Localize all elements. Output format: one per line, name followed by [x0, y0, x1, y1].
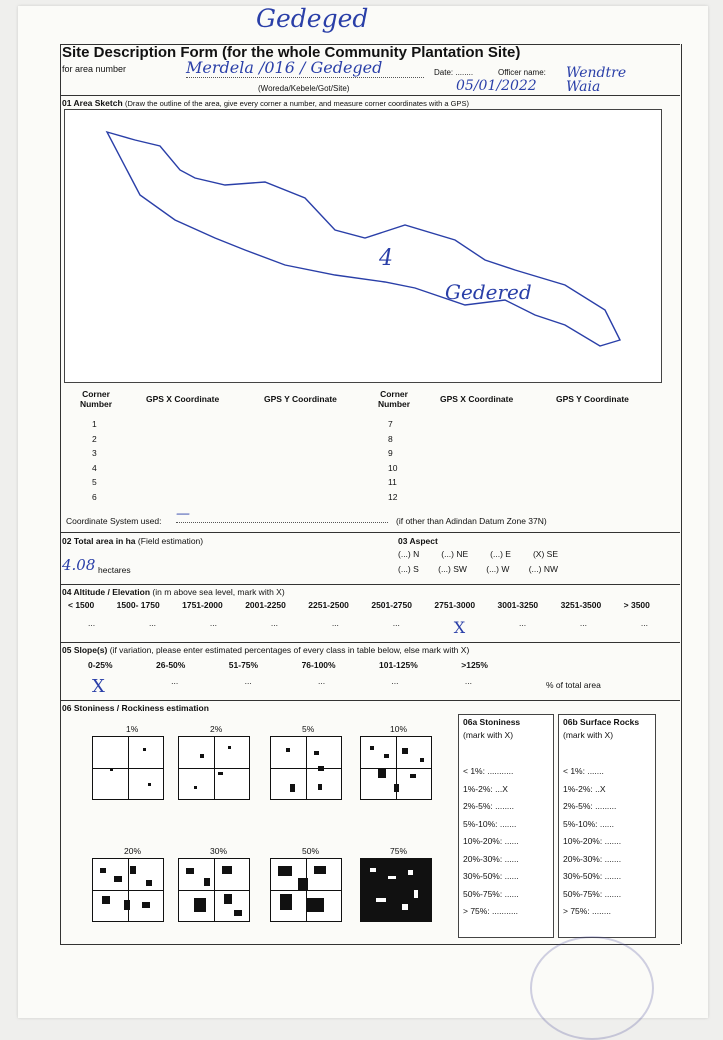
altitude-class: < 1500 [68, 600, 95, 610]
col-corner-left: Corner Number [79, 389, 113, 409]
aspect-option[interactable]: (...) S [398, 564, 419, 574]
grid-label: 1% [126, 724, 139, 734]
aspect-option[interactable]: (...) N [398, 549, 420, 559]
aspect-option[interactable]: (...) E [490, 549, 511, 559]
col-y-left: GPS Y Coordinate [264, 394, 337, 404]
corner-number: 10 [388, 462, 398, 473]
grid-label: 30% [210, 846, 228, 856]
coordinate-system-hint: (if other than Adindan Datum Zone 37N) [396, 516, 547, 526]
stoniness-option[interactable]: 2%-5%: ........ [463, 801, 515, 811]
corner-number: 11 [388, 477, 397, 488]
surface-option[interactable]: < 1%: ....... [563, 766, 604, 776]
corner-number: 6 [92, 491, 97, 502]
altitude-class: 1751-2000 [182, 600, 223, 610]
officer-value[interactable]: Wendtre Waia [566, 65, 627, 95]
slope-mark[interactable]: ... [318, 676, 326, 686]
surface-option[interactable]: 1%-2%: ..X [563, 783, 606, 794]
altitude-class: 2501-2750 [371, 600, 412, 610]
corner-number: 5 [92, 477, 97, 488]
slope-class: 26-50% [156, 660, 186, 670]
corner-number: 2 [92, 433, 97, 444]
sec02-title: 02 Total area in ha (Field estimation) [62, 536, 204, 546]
aspect-option[interactable]: (...) W [486, 564, 510, 574]
slope-class: 51-75% [228, 660, 259, 670]
slope-total-label: % of total area [546, 680, 601, 690]
altitude-class: 3251-3500 [560, 600, 602, 610]
corner-number: 12 [388, 491, 398, 502]
stoniness-hint: (mark with X) [463, 730, 514, 740]
surface-option[interactable]: > 75%: ........ [563, 906, 611, 916]
surface-rocks-hint: (mark with X) [563, 730, 614, 740]
surface-rocks-options [563, 763, 621, 921]
corner-number: 9 [388, 448, 393, 459]
aspect-option[interactable]: (X) SE [532, 549, 558, 559]
grid-label: 20% [124, 846, 142, 856]
stoniness-title: 06a Stoniness [463, 717, 521, 727]
sec01-title: 01 Area Sketch (Draw the outline of the area, give every corner a number, and measure corner coordinates with a GPS) [62, 98, 469, 108]
grid-label: 5% [302, 724, 315, 734]
sec06-title: 06 Stoniness / Rockiness estimation [62, 703, 209, 713]
sec05-title: 05 Slope(s) (if variation, please enter estimated percentages of every class in table below, else mark with X) [62, 645, 470, 655]
stoniness-option[interactable]: < 1%: ........... [463, 766, 514, 776]
corner-number: 7 [388, 419, 393, 429]
col-x-left: GPS X Coordinate [146, 394, 220, 404]
slope-class: >125% [461, 660, 488, 670]
aspect-option[interactable]: (...) NW [528, 564, 558, 574]
corner-number: 4 [92, 462, 97, 473]
stoniness-options [463, 763, 519, 921]
sec04-title: 04 Altitude / Elevation (in m above sea level, mark with X) [62, 587, 285, 597]
corner-number: 1 [92, 419, 97, 429]
sketch-corner-number: 4 [379, 246, 393, 271]
grid-label: 75% [390, 846, 408, 856]
altitude-mark[interactable]: ... [270, 618, 278, 628]
surface-option[interactable]: 10%-20%: ....... [563, 836, 622, 846]
surface-option[interactable]: 5%-10%: ...... [563, 818, 615, 829]
altitude-mark[interactable]: ... [331, 618, 339, 628]
area-number-hint: (Woreda/Kebele/Got/Site) [258, 84, 350, 93]
slope-mark[interactable]: ... [391, 676, 399, 686]
stoniness-table [458, 714, 554, 938]
grid-label: 10% [390, 724, 408, 734]
slope-class: 76-100% [301, 660, 336, 670]
altitude-mark[interactable]: X [453, 618, 466, 637]
altitude-mark[interactable]: ... [640, 618, 648, 628]
area-number-value[interactable]: Merdela /016 / Gedeged [186, 58, 424, 78]
aspect-option[interactable]: (...) NE [441, 549, 469, 559]
stoniness-option[interactable]: > 75%: ........... [463, 906, 519, 916]
official-stamp [530, 936, 654, 1040]
altitude-class: 2001-2250 [245, 600, 286, 610]
altitude-mark[interactable]: ... [518, 618, 527, 628]
altitude-mark[interactable]: ... [88, 618, 96, 628]
col-corner-right: Corner Number [377, 389, 411, 409]
handwritten-site-name: Gedeged [256, 4, 369, 33]
stoniness-option[interactable]: 5%-10%: ....... [463, 818, 517, 829]
slope-mark[interactable]: ... [244, 676, 252, 686]
altitude-class: 1500- 1750 [116, 600, 160, 610]
slope-mark[interactable]: X [92, 676, 105, 697]
sketch-area-label: Gedered [445, 280, 532, 304]
slope-class: 101-125% [379, 660, 418, 670]
grid-label: 50% [302, 846, 320, 856]
grid-label: 2% [210, 724, 223, 734]
altitude-mark[interactable]: ... [392, 618, 400, 628]
slope-class: 0-25% [88, 660, 113, 670]
total-area-unit: hectares [98, 565, 131, 575]
altitude-mark[interactable]: ... [148, 618, 157, 628]
altitude-class: 2751-3000 [434, 600, 476, 610]
corner-number: 8 [388, 433, 393, 444]
corner-number: 3 [92, 448, 97, 459]
surface-option[interactable]: 50%-75%: ....... [563, 888, 622, 899]
date-label: Date: ........ [434, 68, 474, 77]
stoniness-option[interactable]: 10%-20%: ...... [463, 836, 519, 846]
surface-rocks-table [558, 714, 656, 938]
slope-mark[interactable]: ... [171, 676, 179, 686]
stoniness-option[interactable]: 30%-50%: ...... [463, 871, 519, 881]
date-value[interactable]: 05/01/2022 [456, 78, 537, 94]
altitude-class: > 3500 [623, 600, 650, 610]
col-y-right: GPS Y Coordinate [556, 394, 629, 404]
coordinate-system-value[interactable]: — [176, 506, 388, 523]
col-x-right: GPS X Coordinate [440, 394, 514, 404]
total-area-value[interactable]: 4.08 [62, 556, 96, 574]
altitude-mark[interactable]: ... [579, 618, 588, 628]
stoniness-option[interactable]: 50%-75%: ...... [463, 888, 519, 899]
slope-mark[interactable]: ... [464, 676, 472, 686]
surface-option[interactable]: 20%-30%: ....... [563, 853, 622, 864]
altitude-class: 2251-2500 [308, 600, 349, 610]
altitude-mark[interactable]: ... [209, 618, 217, 628]
officer-label: Officer name: [498, 68, 546, 77]
surface-option[interactable]: 30%-50%: ....... [563, 871, 622, 881]
surface-rocks-title: 06b Surface Rocks [563, 717, 640, 727]
stoniness-option[interactable]: 1%-2%: ...X [463, 783, 508, 794]
surface-option[interactable]: 2%-5%: ......... [563, 801, 617, 811]
form-title: Site Description Form (for the whole Community Plantation Site) [62, 44, 521, 61]
altitude-class: 3001-3250 [497, 600, 539, 610]
area-number-label: for area number [62, 64, 127, 74]
stoniness-option[interactable]: 20%-30%: ...... [463, 853, 519, 864]
form-sheet [18, 6, 708, 1018]
sec03-title: 03 Aspect [398, 536, 438, 546]
aspect-option[interactable]: (...) SW [438, 564, 467, 574]
coordinate-system-label: Coordinate System used: [66, 516, 162, 526]
